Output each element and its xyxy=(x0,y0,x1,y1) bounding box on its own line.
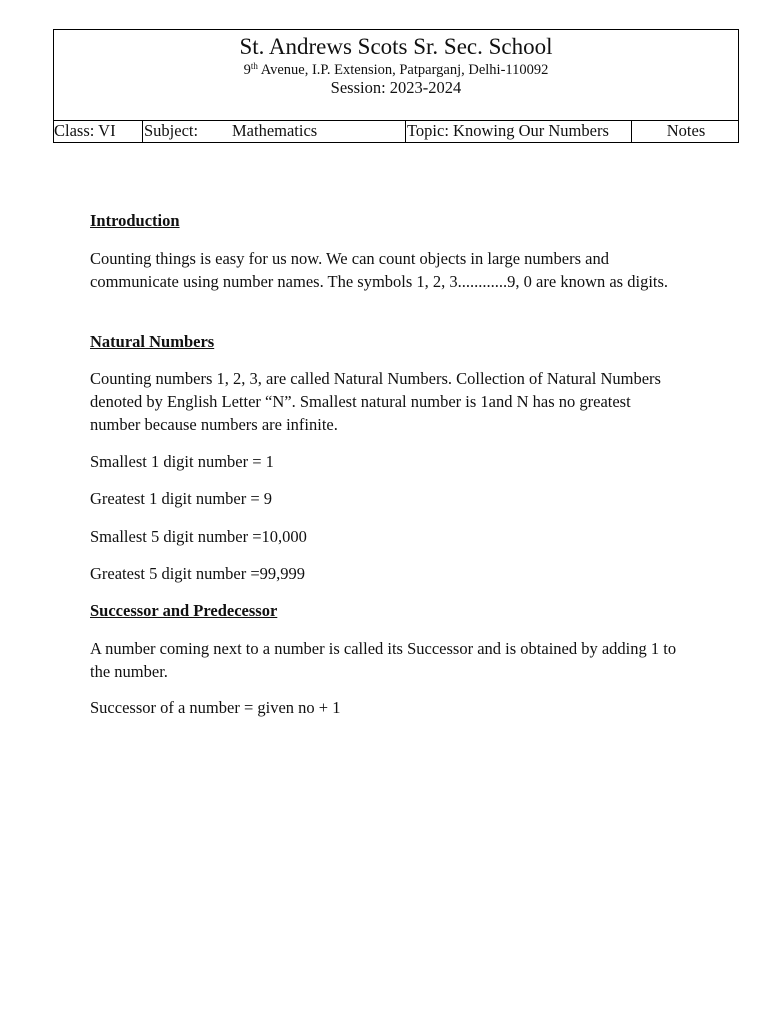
natural-numbers-heading: Natural Numbers xyxy=(90,332,215,351)
subject-cell xyxy=(142,121,405,142)
fact-line: Greatest 1 digit number = 9 xyxy=(90,489,273,508)
info-row xyxy=(54,120,738,142)
introduction-text: Counting things is easy for us now. We can count objects in large numbers and communicate using number names. The symbols 1, 2, 3............9, 0 are known as digits. xyxy=(90,249,669,291)
school-address xyxy=(54,61,738,79)
introduction-heading: Introduction xyxy=(90,211,180,230)
notes-cell: Notes xyxy=(631,121,740,142)
address-superscript: th xyxy=(250,61,258,71)
header-box xyxy=(53,29,739,143)
natural-numbers-text: Counting numbers 1, 2, 3, are called Natural Numbers. Collection of Natural Numbers denoted by English Letter “N”. Smallest natural number is 1and N has no greatest number because numbers are infinite. xyxy=(90,369,661,434)
session-label: Session: 2023-2024 xyxy=(330,78,462,97)
address-prefix: 9 xyxy=(243,62,251,78)
fact-line: Smallest 5 digit number =10,000 xyxy=(90,527,307,546)
school-name: St. Andrews Scots Sr. Sec. School xyxy=(239,34,553,59)
topic-cell: Topic: Knowing Our Numbers xyxy=(405,121,631,142)
successor-formula: Successor of a number = given no + 1 xyxy=(90,698,341,717)
subject-label: Subject: xyxy=(144,121,199,140)
address-rest: Avenue, I.P. Extension, Patparganj, Delhi-110092 xyxy=(257,62,549,78)
successor-text: A number coming next to a number is called its Successor and is obtained by adding 1 to the number. xyxy=(90,639,677,681)
successor-heading: Successor and Predecessor xyxy=(90,601,278,620)
fact-line: Smallest 1 digit number = 1 xyxy=(90,452,274,471)
subject-value: Mathematics xyxy=(232,121,318,140)
class-cell: Class: VI xyxy=(54,121,116,140)
fact-line: Greatest 5 digit number =99,999 xyxy=(90,564,306,583)
